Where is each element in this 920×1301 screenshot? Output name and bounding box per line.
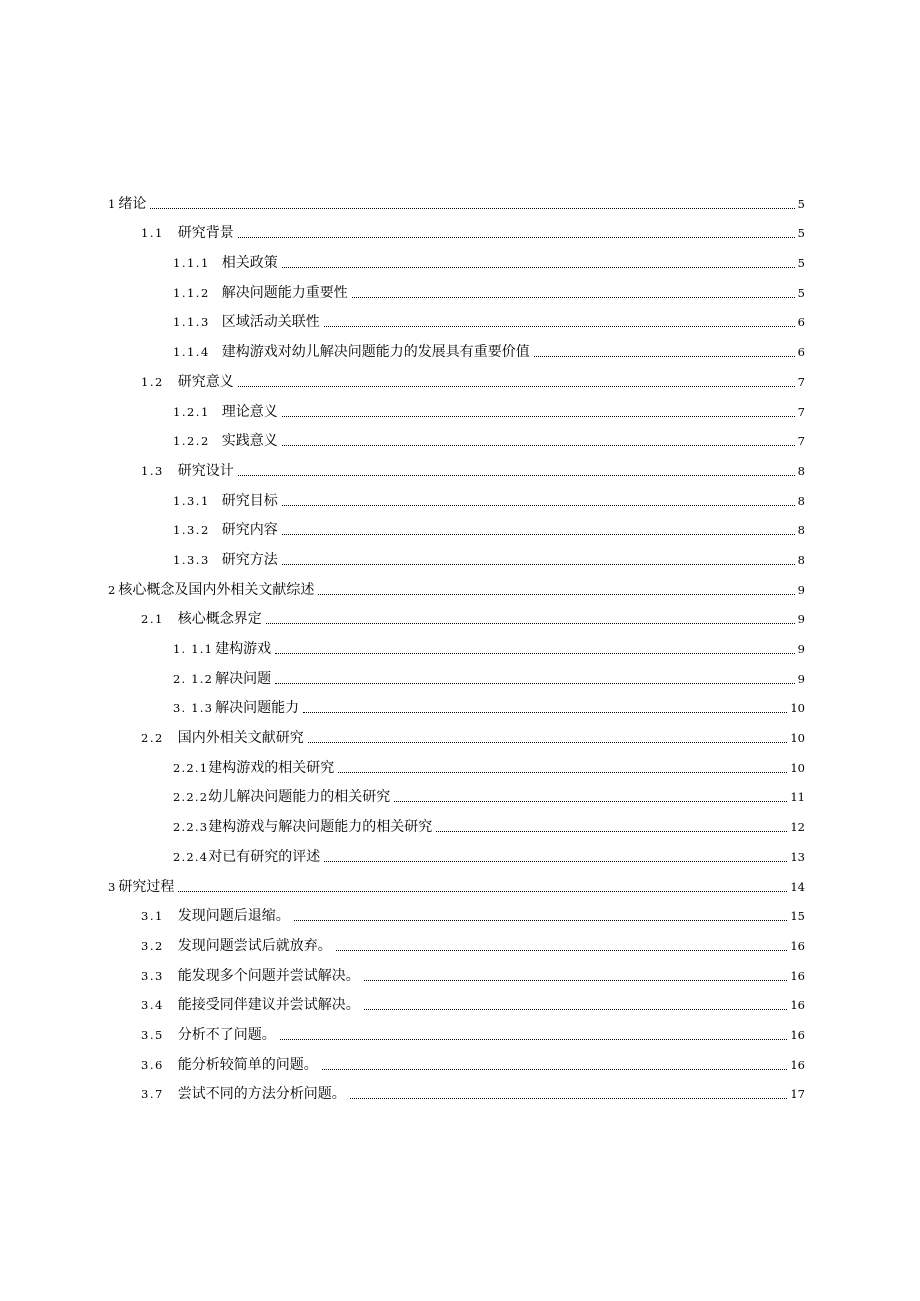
toc-entry-title: 分析不了问题。 — [177, 1026, 276, 1043]
toc-entry[interactable] — [108, 836, 805, 866]
toc-entry-page: 5 — [797, 196, 805, 211]
toc-entry-page: 8 — [797, 463, 805, 478]
toc-entry-title: 研究目标 — [221, 492, 278, 509]
toc-entry[interactable] — [108, 747, 805, 777]
toc-entry[interactable] — [108, 955, 805, 985]
dot-leader — [338, 772, 787, 773]
dot-leader — [336, 950, 788, 951]
toc-entry-number: 3.7 — [141, 1087, 164, 1102]
toc-entry-page: 10 — [790, 731, 805, 746]
toc-entry-number: 2.2 — [141, 731, 164, 746]
toc-entry-number: 3 — [108, 879, 116, 894]
toc-entry-page: 6 — [797, 315, 805, 330]
toc-entry-title: 研究设计 — [177, 462, 234, 479]
toc-entry-page: 11 — [790, 790, 805, 805]
dot-leader — [322, 1069, 788, 1070]
toc-entry[interactable] — [108, 688, 805, 718]
toc-entry[interactable] — [108, 331, 805, 361]
toc-entry-number: 3.5 — [141, 1027, 164, 1042]
toc-entry[interactable] — [108, 599, 805, 629]
toc-entry-number: 2 — [108, 582, 116, 597]
dot-leader — [303, 712, 787, 713]
toc-entry-number: 2.1 — [141, 612, 164, 627]
toc-entry[interactable] — [108, 391, 805, 421]
toc-entry-title: 解决问题能力 — [215, 700, 300, 717]
toc-entry-title: 区域活动关联性 — [221, 314, 320, 331]
toc-entry-number: 2.2.3 — [173, 820, 209, 835]
toc-entry-number: 1.3.2 — [173, 523, 210, 538]
toc-entry-title: 能分析较简单的问题。 — [177, 1056, 318, 1073]
toc-entry-title: 理论意义 — [221, 403, 278, 420]
toc-entry-title: 解决问题能力重要性 — [221, 284, 348, 301]
toc-entry-title: 研究过程 — [118, 878, 175, 895]
toc-entry-page: 16 — [790, 1027, 805, 1042]
dot-leader — [318, 594, 794, 595]
dot-leader — [294, 920, 788, 921]
toc-entry-number: 1.2.2 — [173, 434, 210, 449]
toc-entry-page: 9 — [797, 642, 805, 656]
dot-leader — [436, 831, 787, 832]
dot-leader — [238, 475, 795, 476]
dot-leader — [266, 623, 795, 624]
toc-entry-page: 8 — [797, 523, 805, 538]
toc-entry-title: 核心概念界定 — [177, 611, 262, 628]
dot-leader — [275, 683, 795, 684]
dot-leader — [282, 534, 795, 535]
toc-entry-page: 5 — [797, 226, 805, 241]
toc-entry-number: 1 — [108, 196, 116, 211]
toc-entry-number: 3.3 — [141, 968, 164, 983]
toc-entry-page: 14 — [790, 879, 805, 894]
toc-entry-title: 绪论 — [118, 195, 147, 212]
toc-entry-title: 研究背景 — [177, 225, 234, 242]
toc-entry-number: 1.1.2 — [173, 285, 210, 300]
toc-entry-title: 尝试不同的方法分析问题。 — [177, 1086, 346, 1103]
toc-entry-title: 建构游戏 — [215, 641, 272, 657]
toc-entry-title: 发现问题后退缩。 — [177, 908, 290, 925]
toc-entry-page: 9 — [797, 612, 805, 627]
dot-leader — [324, 326, 795, 327]
toc-entry-number: 1.1.3 — [173, 315, 210, 330]
dot-leader — [352, 297, 795, 298]
toc-entry-page: 15 — [790, 909, 805, 924]
dot-leader — [275, 653, 795, 654]
toc-entry-number: 3. 1.3 — [173, 701, 214, 716]
dot-leader — [282, 416, 795, 417]
toc-entry-number: 2.2.1 — [173, 760, 209, 775]
dot-leader — [282, 564, 795, 565]
toc-entry[interactable] — [108, 539, 805, 569]
toc-entry[interactable] — [108, 658, 805, 688]
toc-entry[interactable] — [108, 361, 805, 391]
toc-entry-page: 16 — [790, 1057, 805, 1072]
toc-entry-page: 7 — [797, 374, 805, 389]
dot-leader — [282, 445, 795, 446]
toc-entry-page: 7 — [797, 404, 805, 419]
toc-entry[interactable] — [108, 717, 805, 747]
dot-leader — [150, 208, 794, 209]
toc-entry-number: 1.3.1 — [173, 493, 210, 508]
toc-entry-title: 实践意义 — [221, 433, 278, 450]
toc-entry[interactable] — [108, 866, 805, 896]
toc-entry[interactable] — [108, 628, 805, 658]
toc-entry-title: 解决问题 — [215, 670, 272, 687]
toc-entry-page: 9 — [797, 582, 805, 597]
dot-leader — [280, 1039, 788, 1040]
toc-entry-number: 1.1.4 — [173, 345, 210, 360]
toc-entry[interactable] — [108, 1044, 805, 1074]
toc-entry-number: 3.2 — [141, 938, 164, 953]
toc-entry-number: 1. 1.1 — [173, 642, 214, 656]
toc-entry[interactable] — [108, 480, 805, 510]
toc-entry-title: 建构游戏与解决问题能力的相关研究 — [208, 819, 433, 836]
toc-entry[interactable] — [108, 806, 805, 836]
toc-entry-number: 1.2.1 — [173, 404, 210, 419]
dot-leader — [534, 356, 795, 357]
toc-entry[interactable] — [108, 777, 805, 807]
toc-entry[interactable] — [108, 985, 805, 1015]
toc-entry-page: 8 — [797, 493, 805, 508]
toc-entry-number: 1.2 — [141, 374, 164, 389]
toc-entry[interactable] — [108, 569, 805, 599]
toc-entry-number: 2.2.2 — [173, 790, 209, 805]
dot-leader — [178, 891, 787, 892]
toc-entry-title: 研究内容 — [221, 522, 278, 539]
toc-entry-number: 3.4 — [141, 998, 164, 1013]
toc-entry-title: 能接受同伴建议并尝试解决。 — [177, 997, 360, 1014]
dot-leader — [308, 742, 788, 743]
dot-leader — [282, 267, 795, 268]
dot-leader — [238, 237, 795, 238]
toc-entry[interactable] — [108, 302, 805, 332]
toc-entry-page: 5 — [797, 285, 805, 300]
toc-entry-page: 16 — [790, 968, 805, 983]
dot-leader — [394, 801, 787, 802]
toc-entry-number: 1.1.1 — [173, 256, 210, 271]
toc-entry-title: 相关政策 — [221, 255, 278, 272]
toc-entry[interactable] — [108, 213, 805, 243]
toc-entry-number: 1.3.3 — [173, 552, 210, 567]
toc-entry[interactable] — [108, 1014, 805, 1044]
toc-entry-title: 建构游戏对幼儿解决问题能力的发展具有重要价值 — [221, 344, 530, 361]
dot-leader — [282, 505, 795, 506]
toc-entry[interactable] — [108, 450, 805, 480]
toc-entry-page: 10 — [790, 760, 805, 775]
toc-entry[interactable] — [108, 925, 805, 955]
toc-entry[interactable] — [108, 242, 805, 272]
toc-entry-page: 7 — [797, 434, 805, 449]
toc-entry-number: 1.3 — [141, 463, 164, 478]
dot-leader — [238, 386, 795, 387]
toc-entry[interactable] — [108, 896, 805, 926]
dot-leader — [364, 980, 788, 981]
toc-entry-title: 发现问题尝试后就放弃。 — [177, 937, 332, 954]
toc-entry-page: 12 — [790, 820, 805, 835]
toc-entry-page: 5 — [797, 256, 805, 271]
toc-entry[interactable] — [108, 421, 805, 451]
toc-entry-title: 研究意义 — [177, 373, 234, 390]
toc-entry-page: 16 — [790, 998, 805, 1013]
toc-entry-number: 3.1 — [141, 909, 164, 924]
toc-entry[interactable] — [108, 510, 805, 540]
table-of-contents — [108, 183, 805, 1103]
toc-entry-title: 对已有研究的评述 — [208, 848, 321, 865]
toc-entry-title: 研究方法 — [221, 551, 278, 568]
toc-entry-page: 17 — [790, 1087, 805, 1102]
toc-entry-number: 2.2.4 — [173, 849, 209, 864]
toc-entry[interactable] — [108, 183, 805, 213]
toc-entry[interactable] — [108, 1074, 805, 1104]
toc-entry-number: 3.6 — [141, 1057, 164, 1072]
toc-entry-title: 核心概念及国内外相关文献综述 — [118, 581, 315, 598]
toc-entry-page: 10 — [790, 701, 805, 716]
toc-entry-page: 9 — [797, 671, 805, 686]
toc-entry-number: 2. 1.2 — [173, 671, 214, 686]
toc-entry-title: 国内外相关文献研究 — [177, 730, 304, 747]
toc-entry-number: 1.1 — [141, 226, 164, 241]
toc-entry[interactable] — [108, 272, 805, 302]
toc-entry-title: 建构游戏的相关研究 — [208, 759, 335, 776]
dot-leader — [324, 861, 787, 862]
dot-leader — [350, 1098, 788, 1099]
dot-leader — [364, 1009, 788, 1010]
toc-entry-page: 16 — [790, 938, 805, 953]
toc-entry-title: 能发现多个问题并尝试解决。 — [177, 967, 360, 984]
toc-entry-title: 幼儿解决问题能力的相关研究 — [208, 789, 391, 806]
toc-entry-page: 13 — [790, 849, 805, 864]
toc-entry-page: 8 — [797, 552, 805, 567]
toc-entry-page: 6 — [797, 345, 805, 360]
